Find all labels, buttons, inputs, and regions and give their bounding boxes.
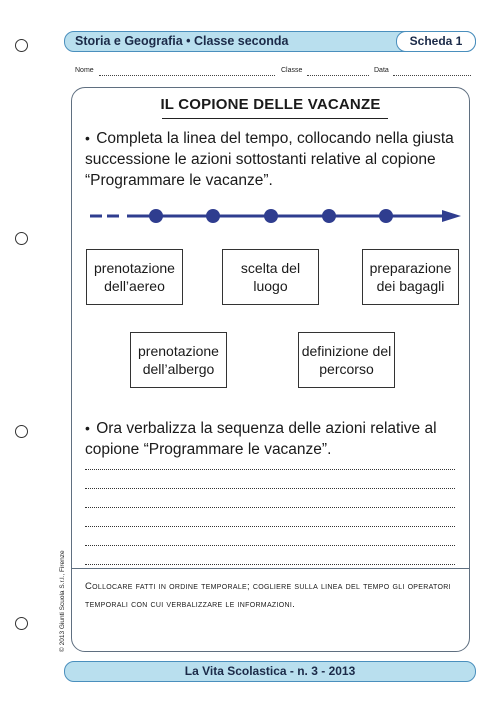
binder-hole-1 bbox=[15, 39, 28, 52]
data-field[interactable] bbox=[393, 75, 471, 76]
bullet-icon: • bbox=[85, 130, 90, 146]
header-bar bbox=[64, 31, 476, 52]
classe-label: Classe bbox=[281, 67, 303, 74]
binder-hole-4 bbox=[15, 617, 28, 630]
timeline-point-2 bbox=[206, 209, 220, 223]
copyright-text: © 2013 Giunti Scuola S.r.l., Firenze bbox=[59, 550, 66, 652]
instruction-1 bbox=[85, 128, 460, 191]
worksheet-title: IL COPIONE DELLE VACANZE bbox=[160, 96, 381, 113]
timeline-point-3 bbox=[264, 209, 278, 223]
writing-line-3[interactable] bbox=[85, 507, 455, 508]
note-divider bbox=[72, 568, 469, 569]
classe-field[interactable] bbox=[307, 75, 369, 76]
timeline-point-4 bbox=[322, 209, 336, 223]
header-title: Storia e Geografia • Classe seconda bbox=[75, 34, 289, 48]
worksheet-frame bbox=[71, 87, 470, 652]
instruction-2 bbox=[85, 418, 460, 460]
data-label: Data bbox=[374, 67, 389, 74]
timeline-arrow-icon bbox=[442, 210, 461, 222]
writing-line-1[interactable] bbox=[85, 469, 455, 470]
instruction-1-text: Completa la linea del tempo, collocando nella giusta successione le azioni sottostanti relative al copione “Programmare le vacanze”. bbox=[85, 130, 454, 189]
action-box-5[interactable]: definizione del percorso bbox=[298, 332, 395, 388]
title-underline bbox=[162, 118, 388, 119]
action-box-1[interactable]: prenotazione dell’aereo bbox=[86, 249, 183, 305]
timeline bbox=[90, 205, 462, 227]
instruction-2-text: Ora verbalizza la sequenza delle azioni relative al copione “Programmare le vacanze”. bbox=[85, 420, 437, 458]
writing-line-5[interactable] bbox=[85, 545, 455, 546]
action-box-3[interactable]: preparazione dei bagagli bbox=[362, 249, 459, 305]
bullet-icon: • bbox=[85, 420, 90, 436]
writing-line-6[interactable] bbox=[85, 564, 455, 565]
binder-hole-3 bbox=[15, 425, 28, 438]
student-info-row bbox=[75, 67, 475, 79]
nome-field[interactable] bbox=[99, 75, 275, 76]
nome-label: Nome bbox=[75, 67, 94, 74]
action-box-2[interactable]: scelta del luogo bbox=[222, 249, 319, 305]
timeline-point-1 bbox=[149, 209, 163, 223]
writing-line-4[interactable] bbox=[85, 526, 455, 527]
action-box-4[interactable]: prenotazione dell’albergo bbox=[130, 332, 227, 388]
writing-line-2[interactable] bbox=[85, 488, 455, 489]
scheda-label: Scheda 1 bbox=[396, 31, 476, 52]
timeline-point-5 bbox=[379, 209, 393, 223]
binder-hole-2 bbox=[15, 232, 28, 245]
footer-bar: La Vita Scolastica - n. 3 - 2013 bbox=[64, 661, 476, 682]
objective-note: Collocare fatti in ordine temporale; cogliere sulla linea del tempo gli operatori temporali con cui verbalizzare le informazioni. bbox=[85, 581, 451, 610]
